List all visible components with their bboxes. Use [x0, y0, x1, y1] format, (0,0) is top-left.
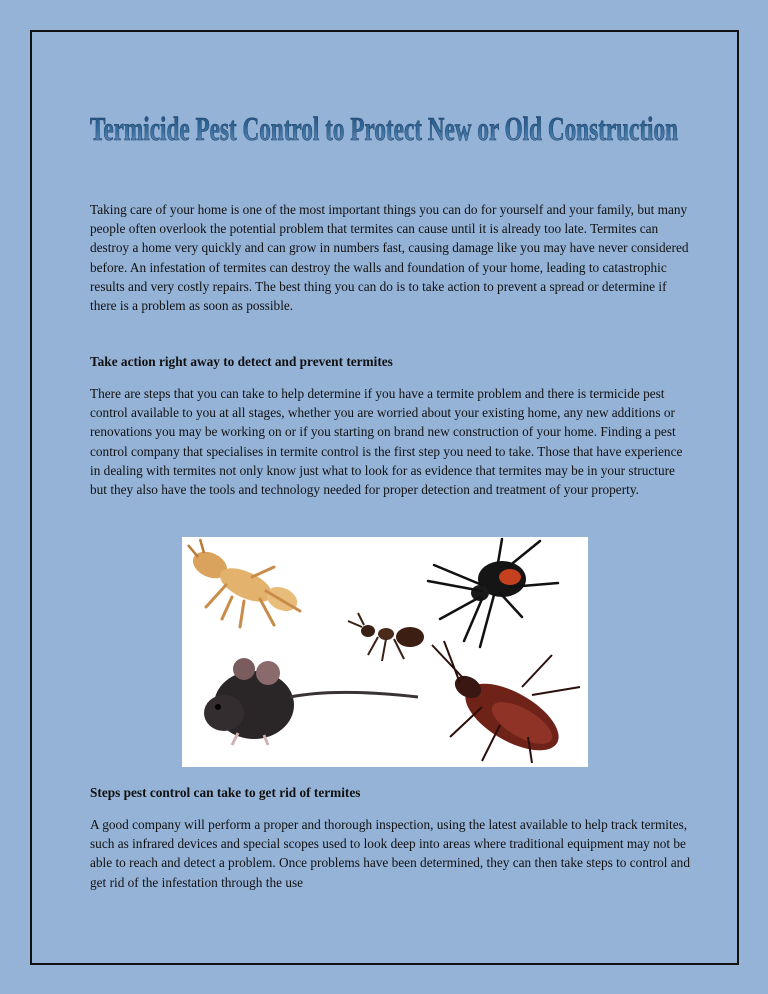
termite-icon	[188, 539, 301, 627]
intro-paragraph: Taking care of your home is one of the most important things you can do for yourself and your family, but many people often overlook the potential problem that termites can cause until it is already too late. Termites can destroy a home very quickly and can grow in numbers fast, causing damage like you may have never considered before. An infestation of termites can destroy the walls and foundation of your home, leading to catastrophic results and very costly repairs. The best thing you can do is to take action to prevent a spread or determine if there is a problem as soon as possible.	[90, 202, 689, 314]
mouse-icon	[204, 658, 418, 745]
title-wordart	[90, 86, 680, 156]
cockroach-icon	[432, 641, 580, 764]
page-title: Termicide Pest Control to Protect New or Old Construction	[90, 111, 679, 148]
ant-icon	[348, 613, 424, 661]
steps-paragraph: A good company will perform a proper and thorough inspection, using the latest available to help track termites, such as infrared devices and special scopes used to look deep into areas where traditional equipment may not be able to reach and detect a problem. Once problems have been determined, they can then take steps to control and get rid of the infestation through the use	[90, 817, 690, 890]
section-heading-detect: Take action right away to detect and prevent termites	[90, 354, 393, 369]
pests-image	[182, 537, 588, 767]
section-heading-steps: Steps pest control can take to get rid of termites	[90, 785, 361, 800]
detect-paragraph: There are steps that you can take to help determine if you have a termite problem and there is termicide pest control available to you at all stages, whether you are worried about your existing home, any new additions or renovations you may be working on or if you starting on brand new construction of your home. Finding a pest control company that specialises in termite control is the first step you need to take. Those that have experience in dealing with termites not only know just what to look for as evidence that termites may be in your structure but they also have the tools and technology needed for proper detection and treatment of your property.	[90, 386, 683, 498]
spider-icon	[428, 539, 558, 647]
title-svg	[90, 86, 680, 156]
